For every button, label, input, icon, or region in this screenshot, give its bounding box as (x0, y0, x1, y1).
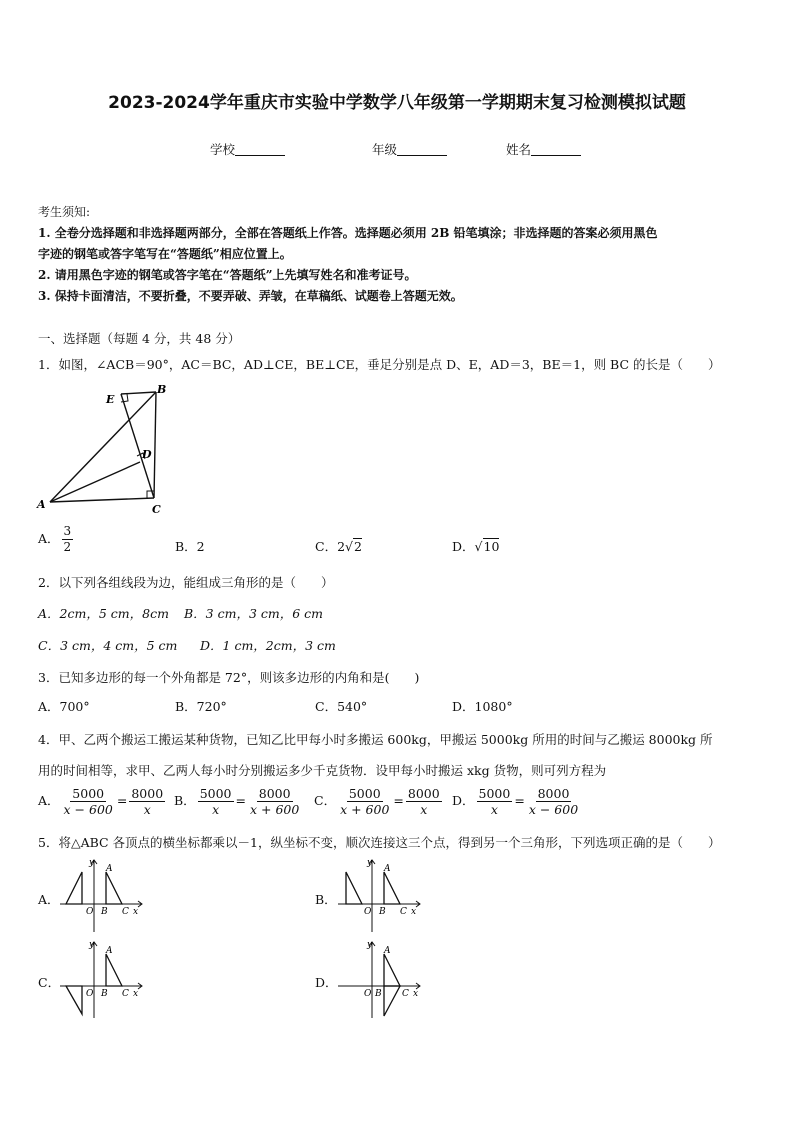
svg-text:B: B (375, 989, 382, 999)
svg-text:A: A (106, 864, 113, 874)
q2-option-b[interactable]: B．3 cm，3 cm，6 cm (184, 606, 324, 621)
svg-text:C: C (402, 989, 409, 999)
notice-item-1: 1. 全卷分选择题和非选择题两部分，全部在答题纸上作答。选择题必须用 2B 铅笔填涂；非选择题的答案必须用黑色 (38, 226, 658, 240)
q1-label-a: A (37, 498, 46, 511)
q1-option-b[interactable]: B．2 (175, 539, 205, 554)
notice-item-1-cont: 字迹的钢笔或答字笔写在“答题纸”相应位置上。 (38, 247, 292, 261)
svg-text:A: A (106, 946, 113, 956)
sqrt-icon: √ (345, 539, 353, 554)
svg-text:B: B (379, 907, 386, 917)
q3-stem: 3．已知多边形的每一个外角都是 72°，则该多边形的内角和是( ) (38, 670, 420, 685)
svg-text:y: y (89, 940, 95, 950)
q5-figure-a[interactable] (60, 856, 146, 936)
q5-figure-c[interactable] (60, 938, 146, 1020)
notice-item-3: 3. 保持卡面清洁，不要折叠，不要弄破、弄皱，在草稿纸、试题卷上答题无效。 (38, 289, 463, 303)
school-field: 学校 (210, 140, 285, 158)
name-field: 姓名 (506, 140, 581, 158)
q3-option-c[interactable]: C．540° (315, 699, 368, 714)
q2-option-d[interactable]: D．1 cm，2cm，3 cm (200, 638, 336, 653)
q1-option-c[interactable]: C．2√2 (315, 539, 362, 554)
q5-stem: 5．将△ABC 各顶点的横坐标都乘以－1，纵坐标不变，顺次连接这三个点，得到另一个三角形，下列选项正确的是（ ） (38, 835, 721, 850)
svg-text:C: C (122, 907, 129, 917)
exam-title: 2023-2024学年重庆市实验中学数学八年级第一学期期末复习检测模拟试题 (108, 93, 686, 113)
svg-text:C: C (400, 907, 407, 917)
q2-stem: 2．以下列各组线段为边，能组成三角形的是（ ） (38, 575, 334, 590)
notice-item-2: 2. 请用黑色字迹的钢笔或答字笔在“答题纸”上先填写姓名和准考证号。 (38, 268, 417, 282)
q1-option-a[interactable]: A． $\frac{3}{2}$ (38, 524, 72, 554)
q2-option-c[interactable]: C．3 cm，4 cm，5 cm (38, 638, 178, 653)
q4-stem-line1: 4．甲、乙两个搬运工搬运某种货物，已知乙比甲每小时多搬运 600kg，甲搬运 5000kg 所用的时间与乙搬运 8000kg 所 (38, 732, 713, 747)
grade-blank[interactable] (397, 143, 447, 156)
svg-text:O: O (86, 907, 94, 917)
q4-option-d[interactable]: D． $\frac{5000}{x}$ = $\frac{8000}{x - 600}$ (452, 786, 579, 817)
grade-field: 年级 (372, 140, 447, 158)
svg-text:A: A (384, 946, 391, 956)
q5-figure-d[interactable] (338, 938, 424, 1020)
q3-option-b[interactable]: B．720° (175, 699, 227, 714)
section-heading: 一、选择题（每题 4 分，共 48 分） (38, 331, 241, 346)
sqrt-icon: √ (474, 539, 483, 554)
q1-option-d[interactable]: D．√10 (452, 539, 500, 554)
svg-text:y: y (367, 940, 373, 950)
svg-text:O: O (86, 989, 94, 999)
q4-option-b[interactable]: B． $\frac{5000}{x}$ = $\frac{8000}{x + 600}$ (174, 786, 300, 817)
svg-text:C: C (122, 989, 129, 999)
q5-figure-b[interactable] (338, 856, 424, 936)
svg-text:B: B (101, 907, 108, 917)
q4-option-a[interactable]: A． $\frac{5000}{x - 600}$ = $\frac{8000}{x}$ (38, 786, 164, 817)
q1-label-d: D (142, 448, 152, 461)
svg-text:x: x (411, 907, 417, 917)
q1-label-c: C (152, 503, 161, 516)
svg-text:A: A (384, 864, 391, 874)
q1-label-e: E (106, 393, 115, 406)
q5-option-d-label[interactable]: D． (315, 975, 338, 990)
name-blank[interactable] (531, 143, 581, 156)
svg-text:O: O (364, 907, 372, 917)
svg-text:x: x (133, 907, 139, 917)
notice-heading: 考生须知: (38, 205, 91, 219)
svg-text:B: B (101, 989, 108, 999)
q2-option-a[interactable]: A．2cm，5 cm，8cm (38, 606, 169, 621)
svg-text:x: x (413, 989, 419, 999)
school-blank[interactable] (235, 143, 285, 156)
q5-option-c-label[interactable]: C． (38, 975, 61, 990)
q1-stem: 1．如图，∠ACB＝90°，AC＝BC，AD⊥CE，BE⊥CE，垂足分别是点 D、E，AD＝3，BE＝1，则 BC 的长是（ ） (38, 357, 721, 372)
q5-option-b-label[interactable]: B． (315, 892, 337, 907)
svg-text:y: y (367, 858, 373, 868)
q4-option-c[interactable]: C． $\frac{5000}{x + 600}$ = $\frac{8000}{x}$ (314, 786, 440, 817)
svg-text:y: y (89, 858, 95, 868)
q1-figure (34, 380, 169, 520)
q4-stem-line2: 用的时间相等，求甲、乙两人每小时分别搬运多少千克货物．设甲每小时搬运 xkg 货物，则可列方程为 (38, 763, 607, 778)
svg-text:x: x (133, 989, 139, 999)
svg-text:O: O (364, 989, 372, 999)
q1-label-b: B (157, 383, 167, 396)
q3-option-a[interactable]: A．700° (38, 699, 90, 714)
q5-option-a-label[interactable]: A． (38, 892, 60, 907)
q3-option-d[interactable]: D．1080° (452, 699, 513, 714)
